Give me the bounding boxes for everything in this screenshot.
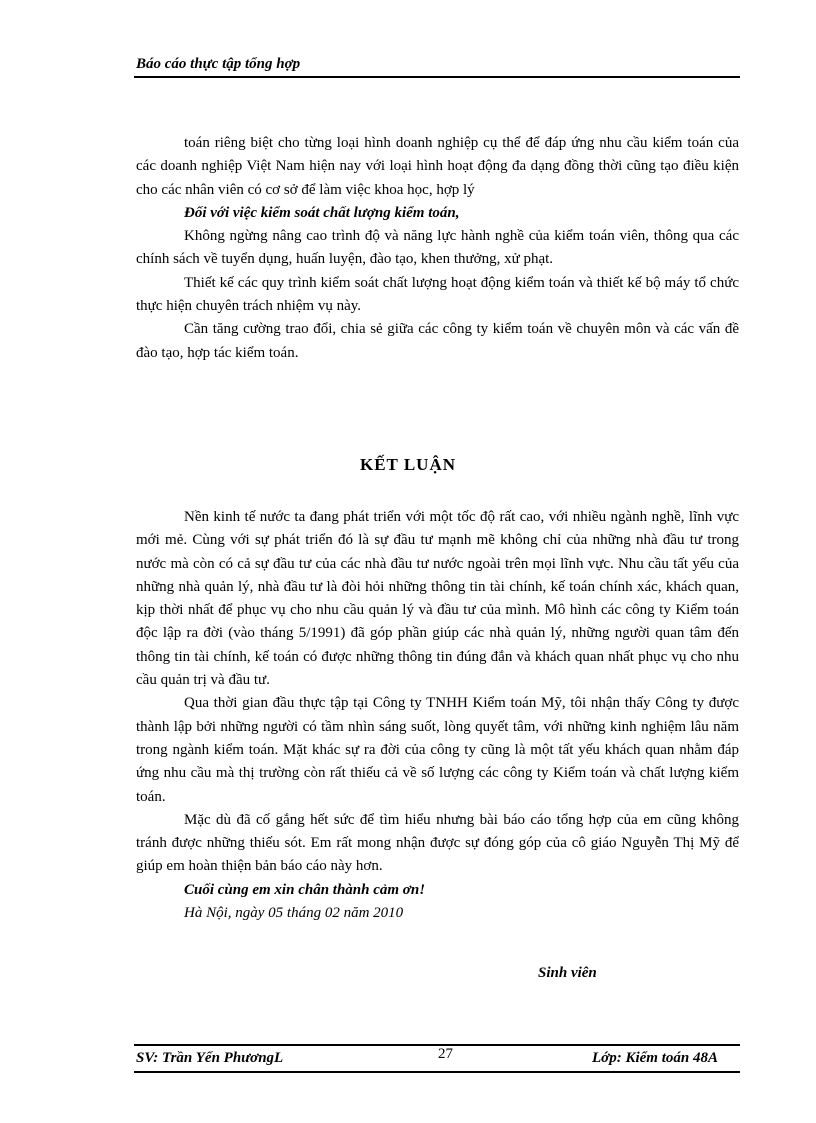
paragraph: Cần tăng cường trao đổi, chia sẻ giữa các công ty kiểm toán về chuyên môn và các vấn đề đào tạo, hợp tác kiểm toán.	[136, 321, 739, 361]
header-rule	[134, 76, 740, 78]
header-title: Báo cáo thực tập tổng hợp	[136, 56, 301, 72]
paragraph: Mặc dù đã cố gắng hết sức để tìm hiểu nhưng bài báo cáo tổng hợp của em cũng không tránh được những thiếu sót. Em rất mong nhận được sự đóng góp của cô giáo Nguyễn Thị Mỹ để giúp em hoàn thiện bản báo cáo này hơn.	[136, 811, 739, 875]
footer-class: Lớp: Kiểm toán 48A	[592, 1050, 718, 1066]
footer-rule-bottom	[134, 1071, 740, 1073]
paragraph: Thiết kế các quy trình kiểm soát chất lượng hoạt động kiểm toán và thiết kế bộ máy tổ chức thực hiện chuyên trách nhiệm vụ này.	[136, 274, 739, 315]
page-number: 27	[438, 1046, 453, 1062]
section-subheading: Đối với việc kiểm soát chất lượng kiểm toán,	[184, 204, 460, 221]
footer-student: SV: Trần Yến PhươngL	[136, 1050, 284, 1066]
paragraph: Nền kinh tế nước ta đang phát triển với một tốc độ rất cao, với nhiều ngành nghề, lĩnh vực mới mẻ. Cùng với sự phát triển đó là sự đầu tư mạnh mẽ không chỉ của những nhà đầu tư trong nước mà còn có cả sự đầu tư của các nhà đầu tư nước ngoài trên mọi lĩnh vực. Nhu cầu tất yếu của những nhà quản lý, nhà đầu tư là đòi hỏi những thông tin tài chính, kế toán chính xác, khách quan, kịp thời nhất để phục vụ cho nhu cầu quản lý và đầu tư của mình. Mô hình các công ty Kiểm toán độc lập ra đời (vào tháng 5/1991) đã góp phần giúp các nhà quản lý, những người quan tâm đến thông tin tài chính, kế toán có được những thông tin đúng đắn và khách quan nhất phục vụ cho nhu cầu quản trị và đầu tư.	[136, 509, 739, 689]
footer-rule-top	[134, 1044, 740, 1046]
closing-line: Cuối cùng em xin chân thành cảm ơn!	[184, 881, 426, 898]
paragraph: Không ngừng nâng cao trình độ và năng lực hành nghề của kiểm toán viên, thông qua các chính sách về tuyển dụng, huấn luyện, đào tạo, khen thưởng, xử phạt.	[136, 228, 739, 268]
conclusion-title: KẾT LUẬN	[359, 455, 456, 474]
conclusion-body	[136, 506, 739, 925]
paragraph: Qua thời gian đầu thực tập tại Công ty TNHH Kiểm toán Mỹ, tôi nhận thấy Công ty được thành lập bởi những người có tầm nhìn sáng suốt, lòng quyết tâm, với những kinh nghiệm lâu năm trong ngành kiểm toán. Mặt khác sự ra đời của công ty cũng là một tất yếu khách quan nhằm đáp ứng nhu cầu mà thị trường còn rất thiếu cả về số lượng các công ty Kiểm toán và chất lượng kiểm toán.	[136, 695, 739, 805]
section-quality-control	[136, 132, 739, 365]
signature-label: Sinh viên	[538, 965, 597, 981]
paragraph: toán riêng biệt cho từng loại hình doanh nghiệp cụ thể để đáp ứng nhu cầu kiểm toán của các doanh nghiệp Việt Nam hiện nay với loại hình hoạt động đa dạng đồng thời cũng tạo điều kiện cho các nhân viên có cơ sở để làm việc khoa học, hợp lý	[136, 135, 739, 198]
dateline: Hà Nội, ngày 05 tháng 02 năm 2010	[184, 905, 404, 922]
